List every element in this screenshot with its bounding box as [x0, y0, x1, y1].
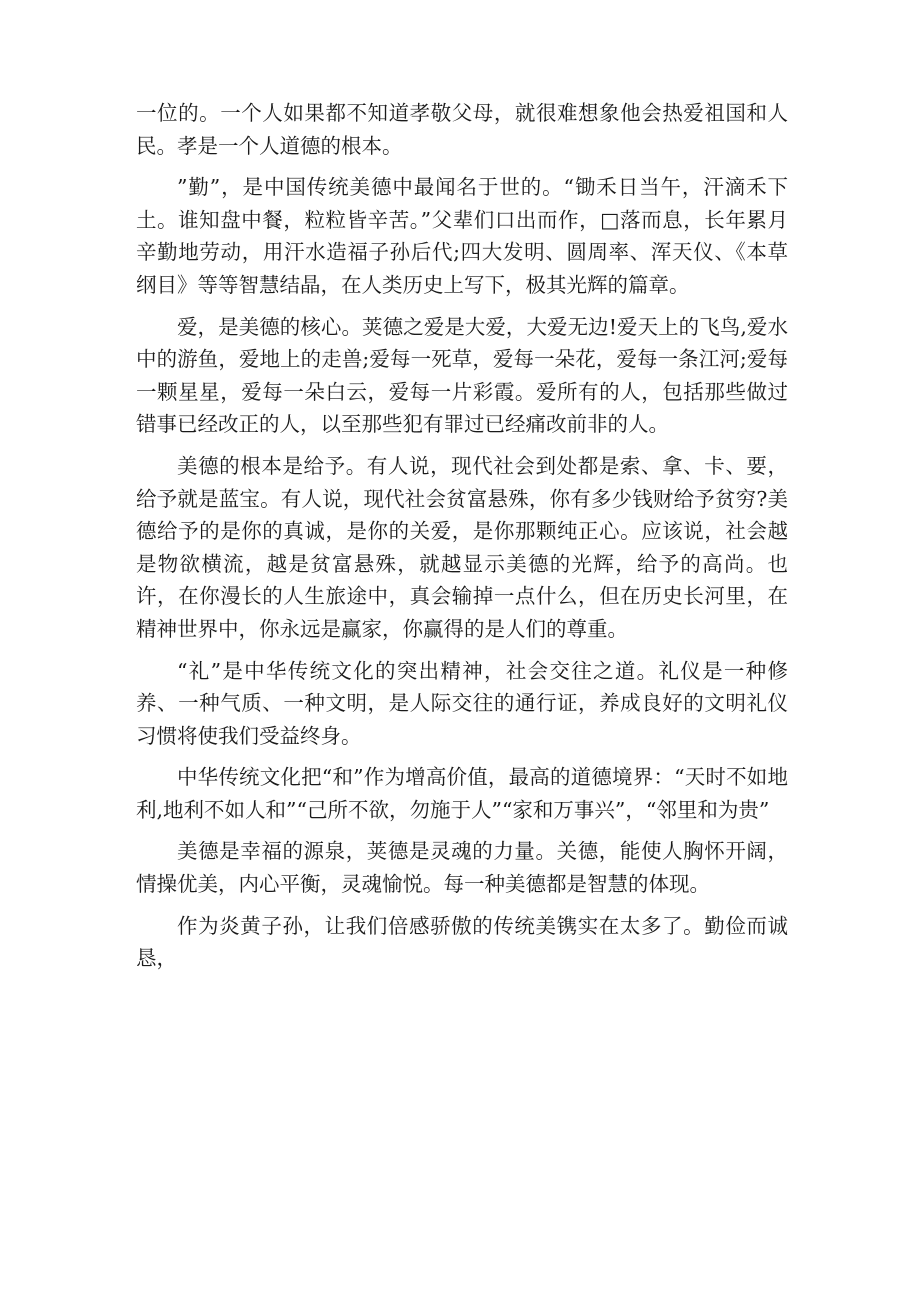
paragraph-8: 作为炎黄子孙，让我们倍感骄傲的传统美镌实在太多了。勤俭而诚恳，	[136, 913, 788, 971]
paragraph-5: “礼”是中华传统文化的突出精神，社会交往之道。礼仪是一种修养、一种气质、一种文明，是人际交往的通行证，养成良好的文明礼仪习惯将使我们受益终身。	[136, 658, 788, 748]
paragraph-7: 美德是幸福的源泉，荚德是灵魂的力量。关德，能使人胸怀开阔，情操优美，内心平衡，灵魂愉悦。每一种美德都是智慧的体现。	[136, 839, 788, 897]
paragraph-2: ”勤”，是中国传统美德中最闻名于世的。“锄禾日当午，汗滴禾下土。谁知盘中餐，粒粒皆辛苦。”父辈们口出而作，□落而息，长年累月辛勤地劳动，用汗水造福子孙后代;四大发明、圆周率、浑天仪、《本草纲目》等等智慧结晶，在人类历史上写下，极其光辉的篇章。	[136, 175, 788, 297]
paragraph-3: 爱，是美德的核心。荚德之爱是大爱，大爱无边!爱天上的飞鸟,爱水中的游鱼，爱地上的走兽;爱每一死草，爱每一朵花，爱每一条江河;爱每一颗星星，爱每一朵白云，爱每一片彩霞。爱所有的人，包括那些做过错事已经改正的人，以至那些犯有罪过已经痛改前非的人。	[136, 314, 788, 437]
paragraph-1: 一位的。一个人如果都不知道孝敬父母，就很难想象他会热爱祖国和人民。孝是一个人道德的根本。	[136, 101, 788, 158]
body-text	[136, 97, 788, 984]
paragraph-6: 中华传统文化把“和”作为增高价值，最高的道德境界：“天时不如地利,地利不如人和”“己所不欲，勿施于人”“家和万事兴”，“邻里和为贵”	[136, 765, 788, 822]
paragraph-4: 美德的根本是给予。有人说，现代社会到处都是索、拿、卡、要，给予就是蓝宝。有人说，现代社会贫富悬殊，你有多少钱财给予贫穷?美德给予的是你的真诚，是你的关爱，是你那颗纯正心。应该说，社会越是物欲横流，越是贫富悬殊，就越显示美德的光辉，给予的高尚。也许，在你漫长的人生旅途中，真会输掉一点什么，但在历史长河里，在精神世界中，你永远是赢家，你赢得的是人们的尊重。	[136, 453, 788, 641]
